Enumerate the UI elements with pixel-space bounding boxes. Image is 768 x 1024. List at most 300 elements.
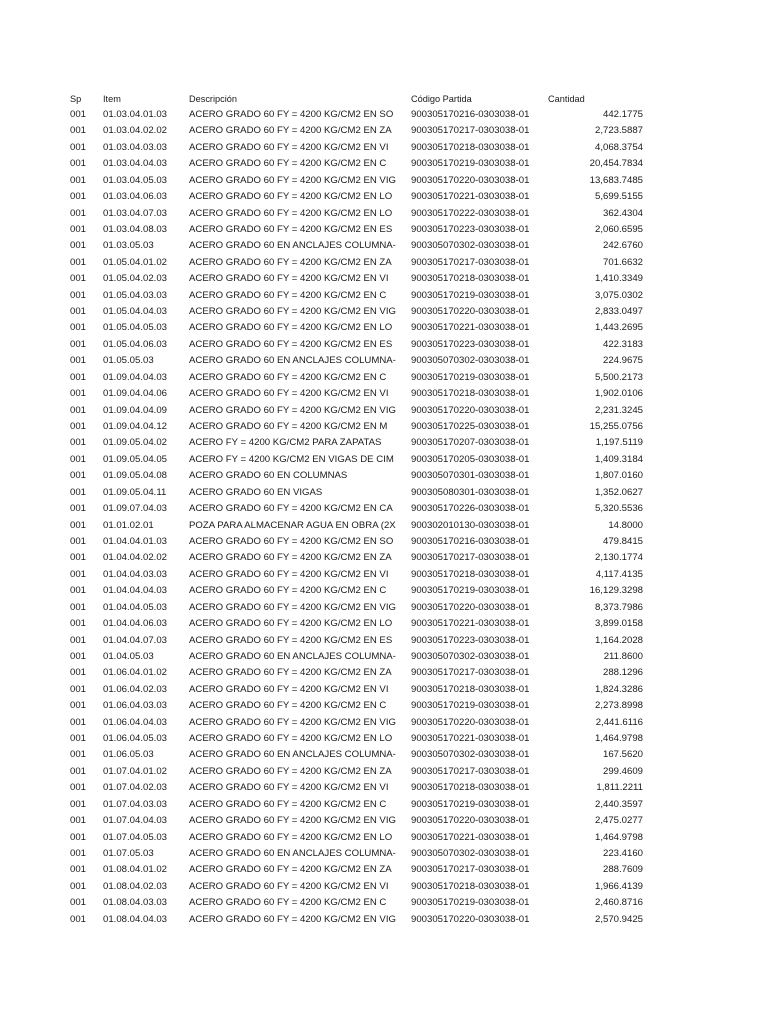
cell-cantidad: 15,255.0756 (589, 421, 643, 433)
cell-descripcion: ACERO GRADO 60 FY = 4200 KG/CM2 EN ZA (189, 864, 392, 876)
cell-codigo-partida: 900305170220-0303038-01 (411, 601, 530, 613)
table-row (70, 764, 650, 780)
cell-codigo-partida: 900305170218-0303038-01 (411, 141, 530, 153)
cell-descripcion: ACERO GRADO 60 FY = 4200 KG/CM2 EN ZA (189, 552, 392, 564)
cell-codigo-partida: 900305170217-0303038-01 (411, 765, 530, 777)
cell-descripcion: ACERO GRADO 60 FY = 4200 KG/CM2 EN VI (189, 683, 389, 695)
cell-descripcion: ACERO GRADO 60 FY = 4200 KG/CM2 EN SO (189, 109, 394, 120)
cell-codigo-partida: 900305070301-0303038-01 (411, 470, 530, 482)
cell-cantidad: 1,409.3184 (594, 453, 643, 465)
cell-item: 01.08.04.03.03 (103, 897, 168, 909)
table-row (70, 715, 650, 731)
cell-item: 01.09.05.04.08 (103, 470, 168, 482)
cell-cantidad: 1,902.0106 (594, 388, 643, 400)
cell-cantidad: 2,723.5887 (594, 125, 643, 137)
table-row (70, 255, 650, 271)
cell-codigo-partida: 900305070302-0303038-01 (411, 847, 530, 859)
table-row (70, 879, 650, 895)
cell-item: 01.03.04.03.03 (103, 141, 168, 153)
cell-item: 01.05.04.04.03 (103, 306, 168, 318)
spreadsheet-table (70, 92, 650, 928)
table-row (70, 156, 650, 172)
cell-codigo-partida: 900305170217-0303038-01 (411, 667, 530, 679)
cell-descripcion: ACERO GRADO 60 FY = 4200 KG/CM2 EN VIG (189, 815, 396, 827)
cell-sp: 001 (70, 421, 87, 433)
cell-sp: 001 (70, 207, 87, 219)
table-body (70, 107, 650, 928)
cell-sp: 001 (70, 749, 87, 761)
cell-sp: 001 (70, 765, 87, 777)
cell-item: 01.08.04.02.03 (103, 880, 168, 892)
table-row (70, 123, 650, 139)
table-row (70, 485, 650, 501)
table-row (70, 567, 650, 583)
cell-descripcion: ACERO GRADO 60 FY = 4200 KG/CM2 EN VI (189, 388, 389, 400)
table-row (70, 353, 650, 369)
cell-item: 01.04.04.07.03 (103, 634, 168, 646)
cell-descripcion: ACERO GRADO 60 FY = 4200 KG/CM2 EN ES (189, 223, 393, 235)
cell-descripcion: ACERO GRADO 60 FY = 4200 KG/CM2 EN LO (189, 733, 393, 745)
cell-sp: 001 (70, 470, 87, 482)
cell-codigo-partida: 900305170217-0303038-01 (411, 552, 530, 564)
cell-sp: 001 (70, 355, 87, 367)
cell-sp: 001 (70, 568, 87, 580)
cell-codigo-partida: 900305170221-0303038-01 (411, 618, 530, 630)
table-row (70, 206, 650, 222)
cell-cantidad: 8,373.7986 (594, 601, 643, 613)
cell-codigo-partida: 900305170223-0303038-01 (411, 338, 530, 350)
cell-codigo-partida: 900305170226-0303038-01 (411, 503, 530, 515)
cell-cantidad: 1,410.3349 (594, 273, 643, 285)
cell-codigo-partida: 900305170219-0303038-01 (411, 371, 530, 383)
cell-sp: 001 (70, 141, 87, 153)
cell-descripcion: ACERO GRADO 60 EN VIGAS (189, 486, 323, 498)
cell-sp: 001 (70, 634, 87, 646)
header-sp: Sp (70, 94, 82, 104)
cell-descripcion: ACERO GRADO 60 FY = 4200 KG/CM2 EN SO (189, 535, 394, 547)
table-row (70, 797, 650, 813)
cell-codigo-partida: 900305170220-0303038-01 (411, 174, 530, 186)
cell-codigo-partida: 900305170220-0303038-01 (411, 716, 530, 728)
cell-sp: 001 (70, 371, 87, 383)
table-row (70, 912, 650, 928)
table-row (70, 846, 650, 862)
header-cantidad: Cantidad (548, 94, 585, 104)
cell-sp: 001 (70, 913, 87, 925)
cell-cantidad: 3,899.0158 (594, 618, 643, 630)
header-codigo-partida: Código Partida (411, 94, 472, 104)
cell-item: 01.06.04.03.03 (103, 700, 168, 712)
cell-codigo-partida: 900305070302-0303038-01 (411, 355, 530, 367)
cell-item: 01.04.04.02.02 (103, 552, 168, 564)
cell-cantidad: 1,966.4139 (594, 880, 643, 892)
cell-cantidad: 1,164.2028 (594, 634, 643, 646)
cell-item: 01.07.05.03 (103, 847, 154, 859)
cell-cantidad: 3,075.0302 (594, 289, 643, 301)
cell-descripcion: ACERO GRADO 60 FY = 4200 KG/CM2 EN LO (189, 207, 393, 219)
cell-item: 01.07.04.03.03 (103, 798, 168, 810)
cell-cantidad: 2,231.3245 (594, 404, 643, 416)
cell-codigo-partida: 900305170218-0303038-01 (411, 782, 530, 794)
cell-codigo-partida: 900305170221-0303038-01 (411, 831, 530, 843)
cell-descripcion: ACERO GRADO 60 FY = 4200 KG/CM2 EN LO (189, 191, 393, 203)
cell-codigo-partida: 900305170219-0303038-01 (411, 897, 530, 909)
cell-sp: 001 (70, 552, 87, 564)
cell-cantidad: 4,117.4135 (595, 568, 643, 580)
cell-sp: 001 (70, 716, 87, 728)
table-row (70, 320, 650, 336)
cell-codigo-partida: 900305170219-0303038-01 (411, 289, 530, 301)
table-row (70, 616, 650, 632)
cell-descripcion: ACERO GRADO 60 FY = 4200 KG/CM2 EN C (189, 897, 387, 909)
cell-codigo-partida: 900305170207-0303038-01 (411, 437, 530, 449)
cell-descripcion: ACERO GRADO 60 FY = 4200 KG/CM2 EN C (189, 371, 387, 383)
cell-item: 01.03.04.04.03 (103, 158, 168, 170)
table-row (70, 731, 650, 747)
cell-codigo-partida: 900305170219-0303038-01 (411, 158, 530, 170)
cell-cantidad: 1,464.9798 (594, 831, 643, 843)
table-row (70, 633, 650, 649)
cell-item: 01.06.04.04.03 (103, 716, 168, 728)
table-row (70, 518, 650, 534)
cell-item: 01.03.04.01.03 (103, 109, 168, 120)
cell-descripcion: ACERO GRADO 60 FY = 4200 KG/CM2 EN ZA (189, 765, 392, 777)
cell-sp: 001 (70, 437, 87, 449)
cell-item: 01.03.05.03 (103, 240, 154, 252)
table-row (70, 386, 650, 402)
cell-sp: 001 (70, 338, 87, 350)
cell-codigo-partida: 900305170218-0303038-01 (411, 273, 530, 285)
cell-sp: 001 (70, 289, 87, 301)
cell-item: 01.07.04.05.03 (103, 831, 168, 843)
cell-descripcion: ACERO GRADO 60 FY = 4200 KG/CM2 EN VI (189, 880, 389, 892)
table-row (70, 435, 650, 451)
cell-item: 01.03.04.06.03 (103, 191, 168, 203)
cell-item: 01.09.04.04.06 (103, 388, 168, 400)
cell-item: 01.05.04.06.03 (103, 338, 168, 350)
cell-descripcion: ACERO GRADO 60 FY = 4200 KG/CM2 EN VIG (189, 306, 396, 318)
cell-sp: 001 (70, 831, 87, 843)
cell-cantidad: 2,130.1774 (594, 552, 643, 564)
cell-descripcion: ACERO GRADO 60 FY = 4200 KG/CM2 EN LO (189, 831, 393, 843)
cell-codigo-partida: 900302010130-0303038-01 (411, 519, 530, 531)
cell-codigo-partida: 900305170220-0303038-01 (411, 404, 530, 416)
cell-codigo-partida: 900305170218-0303038-01 (411, 683, 530, 695)
cell-cantidad: 299.4609 (602, 765, 643, 777)
cell-sp: 001 (70, 158, 87, 170)
cell-codigo-partida: 900305170221-0303038-01 (411, 322, 530, 334)
cell-sp: 001 (70, 273, 87, 285)
cell-item: 01.03.04.02.02 (103, 125, 168, 137)
cell-descripcion: ACERO GRADO 60 EN ANCLAJES COLUMNA- (189, 847, 396, 859)
cell-codigo-partida: 900305170218-0303038-01 (411, 568, 530, 580)
table-header (70, 92, 650, 107)
cell-item: 01.03.04.05.03 (103, 174, 168, 186)
cell-sp: 001 (70, 191, 87, 203)
cell-codigo-partida: 900305170223-0303038-01 (411, 634, 530, 646)
cell-descripcion: ACERO GRADO 60 FY = 4200 KG/CM2 EN C (189, 700, 387, 712)
cell-codigo-partida: 900305170220-0303038-01 (411, 815, 530, 827)
cell-item: 01.09.04.04.03 (103, 371, 168, 383)
cell-cantidad: 2,273.8998 (594, 700, 643, 712)
cell-item: 01.04.04.01.03 (103, 535, 168, 547)
cell-cantidad: 1,443.2695 (594, 322, 643, 334)
table-row (70, 403, 650, 419)
cell-sp: 001 (70, 700, 87, 712)
cell-sp: 001 (70, 503, 87, 515)
cell-codigo-partida: 900305070302-0303038-01 (411, 650, 530, 662)
table-row (70, 830, 650, 846)
table-row (70, 550, 650, 566)
cell-sp: 001 (70, 125, 87, 137)
table-row (70, 288, 650, 304)
cell-descripcion: ACERO GRADO 60 FY = 4200 KG/CM2 EN VIG (189, 174, 396, 186)
cell-cantidad: 224.9675 (602, 355, 643, 367)
table-row (70, 304, 650, 320)
cell-cantidad: 479.8415 (602, 535, 643, 547)
table-row (70, 534, 650, 550)
header-item: Item (103, 94, 121, 104)
cell-codigo-partida: 900305170217-0303038-01 (411, 256, 530, 268)
cell-cantidad: 5,500.2173 (594, 371, 643, 383)
cell-descripcion: ACERO GRADO 60 FY = 4200 KG/CM2 EN ZA (189, 256, 392, 268)
cell-sp: 001 (70, 601, 87, 613)
cell-cantidad: 2,570.9425 (594, 913, 643, 925)
cell-descripcion: ACERO GRADO 60 FY = 4200 KG/CM2 EN VIG (189, 601, 396, 613)
cell-sp: 001 (70, 897, 87, 909)
table-row (70, 271, 650, 287)
table-row (70, 452, 650, 468)
cell-descripcion: ACERO GRADO 60 FY = 4200 KG/CM2 EN CA (189, 503, 393, 515)
cell-item: 01.06.04.02.03 (103, 683, 168, 695)
cell-descripcion: ACERO GRADO 60 FY = 4200 KG/CM2 EN C (189, 158, 387, 170)
table-row (70, 468, 650, 484)
table-row (70, 682, 650, 698)
cell-item: 01.08.04.01.02 (103, 864, 168, 876)
cell-cantidad: 4,068.3754 (594, 141, 643, 153)
cell-codigo-partida: 900305170220-0303038-01 (411, 913, 530, 925)
cell-sp: 001 (70, 733, 87, 745)
cell-sp: 001 (70, 782, 87, 794)
cell-descripcion: ACERO GRADO 60 FY = 4200 KG/CM2 EN ZA (189, 125, 392, 137)
cell-descripcion: ACERO GRADO 60 FY = 4200 KG/CM2 EN LO (189, 322, 393, 334)
cell-item: 01.04.04.06.03 (103, 618, 168, 630)
cell-item: 01.05.04.02.03 (103, 273, 168, 285)
table-row (70, 370, 650, 386)
table-row (70, 501, 650, 517)
cell-sp: 001 (70, 683, 87, 695)
cell-item: 01.09.05.04.05 (103, 453, 168, 465)
cell-cantidad: 223.4160 (602, 847, 643, 859)
cell-sp: 001 (70, 174, 87, 186)
cell-sp: 001 (70, 864, 87, 876)
cell-cantidad: 288.1296 (602, 667, 643, 679)
cell-descripcion: ACERO GRADO 60 EN ANCLAJES COLUMNA- (189, 355, 396, 367)
cell-codigo-partida: 900305070302-0303038-01 (411, 240, 530, 252)
cell-descripcion: ACERO GRADO 60 EN ANCLAJES COLUMNA- (189, 749, 396, 761)
table-row (70, 747, 650, 763)
cell-codigo-partida: 900305170219-0303038-01 (411, 585, 530, 597)
cell-codigo-partida: 900305170223-0303038-01 (411, 223, 530, 235)
cell-item: 01.08.04.04.03 (103, 913, 168, 925)
cell-descripcion: ACERO GRADO 60 FY = 4200 KG/CM2 EN VIG (189, 716, 396, 728)
cell-descripcion: ACERO GRADO 60 FY = 4200 KG/CM2 EN C (189, 585, 387, 597)
cell-cantidad: 2,440.3597 (594, 798, 643, 810)
cell-item: 01.05.05.03 (103, 355, 154, 367)
table-row (70, 107, 650, 123)
cell-item: 01.06.04.05.03 (103, 733, 168, 745)
cell-codigo-partida: 900305170220-0303038-01 (411, 306, 530, 318)
cell-item: 01.09.05.04.11 (103, 486, 167, 498)
cell-cantidad: 1,824.3286 (594, 683, 643, 695)
cell-descripcion: ACERO GRADO 60 EN COLUMNAS (189, 470, 348, 482)
table-row (70, 222, 650, 238)
cell-item: 01.07.04.01.02 (103, 765, 168, 777)
cell-item: 01.09.07.04.03 (103, 503, 168, 515)
cell-descripcion: ACERO GRADO 60 FY = 4200 KG/CM2 EN ES (189, 634, 393, 646)
cell-cantidad: 1,464.9798 (594, 733, 643, 745)
cell-descripcion: ACERO GRADO 60 FY = 4200 KG/CM2 EN VIG (189, 404, 396, 416)
table-row (70, 337, 650, 353)
cell-codigo-partida: 900305170219-0303038-01 (411, 798, 530, 810)
cell-descripcion: ACERO GRADO 60 FY = 4200 KG/CM2 EN VI (189, 782, 389, 794)
cell-descripcion: ACERO FY = 4200 KG/CM2 PARA ZAPATAS (189, 437, 382, 449)
cell-codigo-partida: 900305170222-0303038-01 (411, 207, 530, 219)
cell-descripcion: ACERO GRADO 60 FY = 4200 KG/CM2 EN VIG (189, 913, 396, 925)
cell-item: 01.04.05.03 (103, 650, 154, 662)
cell-codigo-partida: 900305170217-0303038-01 (411, 864, 530, 876)
cell-sp: 001 (70, 322, 87, 334)
table-row (70, 140, 650, 156)
cell-codigo-partida: 900305170221-0303038-01 (411, 733, 530, 745)
cell-sp: 001 (70, 847, 87, 859)
cell-sp: 001 (70, 486, 87, 498)
cell-cantidad: 1,807.0160 (594, 470, 643, 482)
table-row (70, 780, 650, 796)
cell-cantidad: 242.6760 (602, 240, 643, 252)
cell-cantidad: 1,352.0627 (594, 486, 643, 498)
cell-sp: 001 (70, 650, 87, 662)
cell-cantidad: 2,475.0277 (594, 815, 643, 827)
table-row (70, 238, 650, 254)
cell-cantidad: 362.4304 (602, 207, 643, 219)
cell-cantidad: 2,833.0497 (594, 306, 643, 318)
cell-descripcion: ACERO GRADO 60 EN ANCLAJES COLUMNA- (189, 240, 396, 252)
cell-sp: 001 (70, 223, 87, 235)
cell-item: 01.06.05.03 (103, 749, 154, 761)
cell-descripcion: ACERO FY = 4200 KG/CM2 EN VIGAS DE CIM (189, 453, 394, 465)
table-row (70, 600, 650, 616)
cell-sp: 001 (70, 240, 87, 252)
cell-sp: 001 (70, 798, 87, 810)
cell-sp: 001 (70, 880, 87, 892)
cell-item: 01.07.04.04.03 (103, 815, 168, 827)
cell-descripcion: ACERO GRADO 60 FY = 4200 KG/CM2 EN ZA (189, 667, 392, 679)
table-row (70, 173, 650, 189)
cell-descripcion: ACERO GRADO 60 FY = 4200 KG/CM2 EN C (189, 798, 387, 810)
cell-item: 01.04.04.04.03 (103, 585, 168, 597)
cell-item: 01.05.04.01.02 (103, 256, 168, 268)
cell-sp: 001 (70, 388, 87, 400)
cell-codigo-partida: 900305170218-0303038-01 (411, 388, 530, 400)
cell-cantidad: 13,683.7485 (589, 174, 643, 186)
cell-codigo-partida: 900305070302-0303038-01 (411, 749, 530, 761)
cell-sp: 001 (70, 519, 87, 531)
cell-codigo-partida: 900305170216-0303038-01 (411, 109, 530, 120)
table-row (70, 698, 650, 714)
table-row (70, 665, 650, 681)
cell-cantidad: 5,320.5536 (594, 503, 643, 515)
cell-descripcion: ACERO GRADO 60 EN ANCLAJES COLUMNA- (189, 650, 396, 662)
cell-sp: 001 (70, 453, 87, 465)
cell-descripcion: ACERO GRADO 60 FY = 4200 KG/CM2 EN M (189, 421, 388, 433)
cell-cantidad: 1,811.2211 (596, 782, 643, 794)
cell-cantidad: 422.3183 (602, 338, 643, 350)
cell-sp: 001 (70, 256, 87, 268)
table-row (70, 419, 650, 435)
cell-descripcion: ACERO GRADO 60 FY = 4200 KG/CM2 EN ES (189, 338, 393, 350)
table-row (70, 583, 650, 599)
cell-item: 01.03.04.08.03 (103, 223, 168, 235)
cell-descripcion: ACERO GRADO 60 FY = 4200 KG/CM2 EN VI (189, 273, 389, 285)
table-row (70, 189, 650, 205)
table-row (70, 895, 650, 911)
cell-item: 01.05.04.03.03 (103, 289, 168, 301)
cell-cantidad: 1,197.5119 (595, 437, 643, 449)
cell-cantidad: 288.7609 (602, 864, 643, 876)
cell-sp: 001 (70, 535, 87, 547)
cell-codigo-partida: 900305080301-0303038-01 (411, 486, 530, 498)
cell-sp: 001 (70, 618, 87, 630)
cell-cantidad: 2,460.8716 (594, 897, 643, 909)
table-row (70, 862, 650, 878)
cell-sp: 001 (70, 585, 87, 597)
cell-sp: 001 (70, 815, 87, 827)
cell-sp: 001 (70, 404, 87, 416)
cell-descripcion: ACERO GRADO 60 FY = 4200 KG/CM2 EN LO (189, 618, 393, 630)
cell-cantidad: 20,454.7834 (589, 158, 643, 170)
cell-descripcion: ACERO GRADO 60 FY = 4200 KG/CM2 EN VI (189, 568, 389, 580)
cell-cantidad: 14.8000 (608, 519, 643, 531)
cell-sp: 001 (70, 306, 87, 318)
cell-cantidad: 2,441.6116 (595, 716, 643, 728)
cell-item: 01.09.04.04.09 (103, 404, 168, 416)
cell-codigo-partida: 900305170217-0303038-01 (411, 125, 530, 137)
table-row (70, 649, 650, 665)
cell-cantidad: 701.6632 (602, 256, 643, 268)
cell-descripcion: ACERO GRADO 60 FY = 4200 KG/CM2 EN VI (189, 141, 389, 153)
cell-cantidad: 442.1775 (602, 109, 643, 120)
cell-item: 01.05.04.05.03 (103, 322, 168, 334)
cell-codigo-partida: 900305170205-0303038-01 (411, 453, 530, 465)
cell-codigo-partida: 900305170216-0303038-01 (411, 535, 530, 547)
cell-item: 01.01.02.01 (103, 519, 154, 531)
cell-cantidad: 5,699.5155 (594, 191, 643, 203)
cell-item: 01.03.04.07.03 (103, 207, 168, 219)
cell-cantidad: 211.8600 (603, 650, 643, 662)
cell-codigo-partida: 900305170225-0303038-01 (411, 421, 530, 433)
cell-item: 01.07.04.02.03 (103, 782, 168, 794)
cell-descripcion: POZA PARA ALMACENAR AGUA EN OBRA (2X (189, 519, 396, 531)
cell-descripcion: ACERO GRADO 60 FY = 4200 KG/CM2 EN C (189, 289, 387, 301)
cell-cantidad: 2,060.6595 (594, 223, 643, 235)
cell-item: 01.04.04.03.03 (103, 568, 168, 580)
cell-cantidad: 16,129.3298 (589, 585, 643, 597)
table-row (70, 813, 650, 829)
cell-codigo-partida: 900305170218-0303038-01 (411, 880, 530, 892)
cell-sp: 001 (70, 667, 87, 679)
cell-sp: 001 (70, 109, 87, 120)
